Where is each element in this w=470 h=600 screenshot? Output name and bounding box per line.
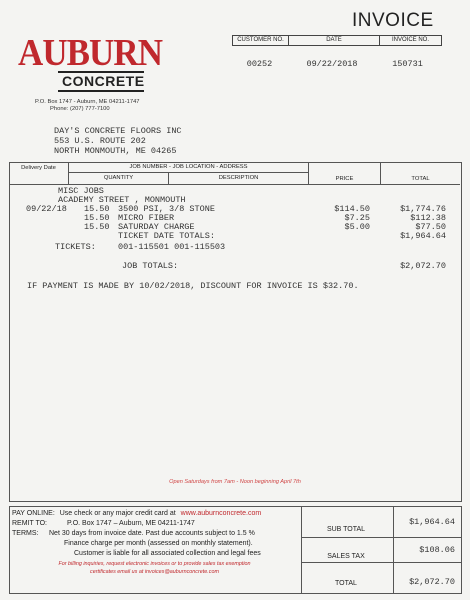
terms-line: Customer is liable for all associated collection and legal fees: [74, 550, 261, 557]
tickets-row: TICKETS: 001-115501 001-115503: [55, 242, 226, 252]
bill-to-line: DAY'S CONCRETE FLOORS INC: [54, 126, 182, 136]
line-item: TICKET DATE TOTALS: $1,964.64: [118, 231, 446, 241]
line-item: 15.50 SATURDAY CHARGE $5.00 $77.50: [84, 222, 446, 232]
invoice-no-value: 150731: [392, 59, 423, 69]
sub-total-value: $1,964.64: [409, 517, 455, 527]
sales-tax-label: SALES TAX: [327, 553, 365, 560]
pay-online-text: Use check or any major credit card at: [59, 510, 176, 517]
col-job-info: JOB NUMBER - JOB LOCATION - ADDRESS: [69, 162, 309, 173]
logo-text-bottom: CONCRETE: [62, 73, 145, 89]
total-value: $2,072.70: [409, 577, 455, 587]
col-total: TOTAL: [411, 176, 430, 182]
invoice-no-label: INVOICE NO.: [380, 35, 442, 46]
table-header: [9, 162, 460, 185]
customer-no-value: 00252: [246, 59, 273, 69]
auburn-concrete-logo: [18, 32, 163, 97]
terms-line: Finance charge per month (assessed on monthly statement).: [64, 540, 253, 547]
customer-no-label: CUSTOMER NO.: [232, 35, 289, 46]
payment-info: [12, 509, 297, 576]
bill-to-address: [54, 126, 182, 156]
billing-inquiries-note: For billing inquiries, request electronic invoices or to provide sales tax exemption certificates email us at invoices@auburnconcrete.com: [58, 561, 251, 575]
line-item: 09/22/18 15.50 3500 PSI, 3/8 STONE $114.50 $1,774.76: [26, 204, 446, 214]
line-item: ACADEMY STREET , MONMOUTH: [58, 195, 186, 205]
terms-line: Net 30 days from invoice date. Past due accounts subject to 1.5 %: [49, 530, 255, 537]
job-totals-row: JOB TOTALS: $2,072.70: [122, 261, 446, 271]
company-address: P.O. Box 1747 - Auburn, ME 04211-1747: [35, 99, 140, 105]
col-quantity: QUANTITY: [69, 173, 169, 184]
line-item: 15.50 MICRO FIBER $7.25 $112.38: [84, 213, 446, 223]
pay-online-label: PAY ONLINE:: [12, 510, 55, 517]
col-delivery-date: Delivery Date: [9, 162, 69, 184]
saturday-hours-note: Open Saturdays from 7am - Noon beginning April 7th: [169, 479, 301, 485]
total-label: TOTAL: [335, 580, 357, 587]
bill-to-line: 553 U.S. ROUTE 202: [54, 136, 146, 146]
sales-tax-value: $108.06: [419, 545, 455, 555]
sub-total-label: SUB TOTAL: [326, 526, 366, 533]
logo-text-top: AUBURN: [18, 32, 163, 74]
date-value: 09/22/2018: [306, 59, 358, 69]
terms-label: TERMS:: [12, 530, 39, 537]
col-price: PRICE: [309, 162, 381, 184]
website-link[interactable]: www.auburnconcrete.com: [180, 510, 262, 517]
date-label: DATE: [289, 35, 380, 46]
invoice-title: INVOICE: [352, 10, 434, 31]
discount-note: IF PAYMENT IS MADE BY 10/02/2018, DISCOUNT FOR INVOICE IS $32.70.: [27, 281, 359, 291]
col-description: DESCRIPTION: [169, 173, 309, 184]
remit-to-label: REMIT TO:: [12, 520, 48, 527]
company-phone: Phone: (207) 777-7100: [50, 106, 110, 112]
remit-to-address: P.O. Box 1747 – Auburn, ME 04211-1747: [67, 520, 195, 527]
line-items: [0, 187, 470, 292]
line-item: MISC JOBS: [58, 186, 104, 196]
bill-to-line: NORTH MONMOUTH, ME 04265: [54, 146, 177, 156]
invoice-header-table: [232, 35, 442, 69]
